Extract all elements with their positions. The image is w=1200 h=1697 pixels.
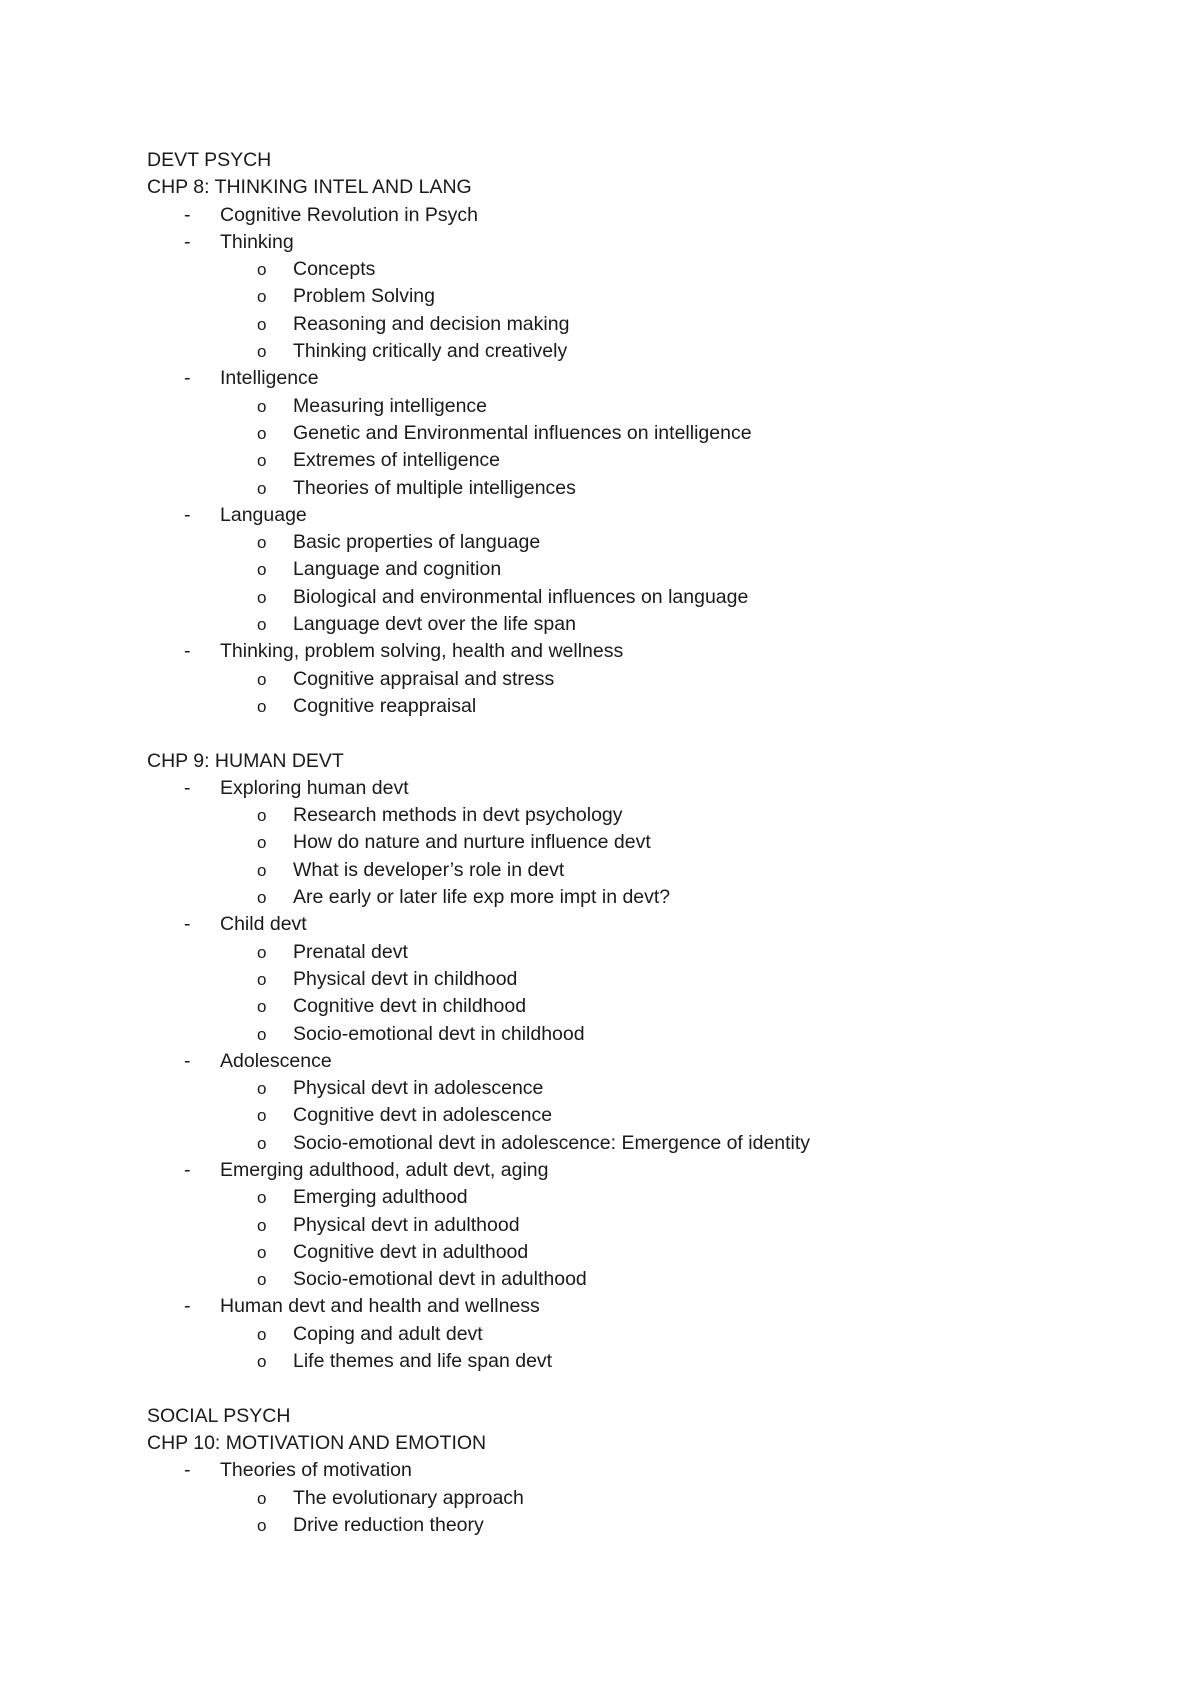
- circle-bullet-icon: o: [257, 942, 267, 962]
- topic-label: Theories of motivation: [220, 1459, 412, 1482]
- dash-bullet-icon: -: [184, 1459, 191, 1482]
- dash-bullet-icon: -: [184, 1295, 191, 1318]
- circle-bullet-icon: o: [257, 1133, 267, 1153]
- subtopic-label: Physical devt in adulthood: [293, 1213, 520, 1236]
- topic-label: Adolescence: [220, 1049, 332, 1072]
- subtopic-item: [147, 611, 1147, 638]
- subtopic-item: [147, 829, 1147, 856]
- circle-bullet-icon: o: [257, 287, 267, 307]
- subtopic-item: [147, 1184, 1147, 1211]
- subtopic-label: Socio-emotional devt in adulthood: [293, 1268, 587, 1291]
- dash-bullet-icon: -: [184, 776, 191, 799]
- circle-bullet-icon: o: [257, 1024, 267, 1044]
- circle-bullet-icon: o: [257, 888, 267, 908]
- subtopic-label: Language devt over the life span: [293, 613, 576, 636]
- subtopic-item: [147, 447, 1147, 474]
- subtopic-item: [147, 884, 1147, 911]
- dash-bullet-icon: -: [184, 503, 191, 526]
- topic-label: Child devt: [220, 913, 307, 936]
- subtopic-label: Measuring intelligence: [293, 394, 488, 417]
- chapter-heading: CHP 10: MOTIVATION AND EMOTION: [147, 1431, 487, 1454]
- subtopic-label: How do nature and nurture influence devt: [293, 831, 651, 854]
- subtopic-label: Theories of multiple intelligences: [293, 476, 576, 499]
- circle-bullet-icon: o: [257, 833, 267, 853]
- topic-item: [147, 1048, 1147, 1075]
- topic-item: [147, 365, 1147, 392]
- subtopic-label: Genetic and Environmental influences on intelligence: [293, 421, 752, 444]
- subtopic-label: Research methods in devt psychology: [293, 804, 623, 827]
- circle-bullet-icon: o: [257, 969, 267, 989]
- subtopic-label: Are early or later life exp more impt in devt?: [293, 886, 671, 909]
- subtopic-label: Cognitive appraisal and stress: [293, 667, 555, 690]
- subtopic-item: [147, 1512, 1147, 1539]
- subtopic-label: Problem Solving: [293, 285, 435, 308]
- dash-bullet-icon: -: [184, 367, 191, 390]
- dash-bullet-icon: -: [184, 1158, 191, 1181]
- subtopic-item: [147, 1212, 1147, 1239]
- topic-item: [147, 1293, 1147, 1320]
- subtopic-item: [147, 420, 1147, 447]
- topic-label: Language: [220, 503, 307, 526]
- subtopic-label: Coping and adult devt: [293, 1322, 483, 1345]
- subtopic-label: Emerging adulthood: [293, 1186, 468, 1209]
- subtopic-item: [147, 802, 1147, 829]
- circle-bullet-icon: o: [257, 423, 267, 443]
- topic-item: [147, 502, 1147, 529]
- circle-bullet-icon: o: [257, 1188, 267, 1208]
- topic-item: [147, 1457, 1147, 1484]
- circle-bullet-icon: o: [257, 451, 267, 471]
- circle-bullet-icon: o: [257, 314, 267, 334]
- circle-bullet-icon: o: [257, 533, 267, 553]
- subtopic-label: What is developer’s role in devt: [293, 858, 565, 881]
- subtopic-item: [147, 966, 1147, 993]
- subtopic-item: [147, 1130, 1147, 1157]
- topic-item: [147, 229, 1147, 256]
- subtopic-label: Cognitive devt in adolescence: [293, 1104, 553, 1127]
- topic-label: Emerging adulthood, adult devt, aging: [220, 1158, 549, 1181]
- section-spacer: [147, 1375, 1147, 1402]
- subtopic-label: Extremes of intelligence: [293, 449, 501, 472]
- subtopic-label: Socio-emotional devt in adolescence: Emergence of identity: [293, 1131, 811, 1154]
- subtopic-item: [147, 584, 1147, 611]
- circle-bullet-icon: o: [257, 1352, 267, 1372]
- topic-item: [147, 911, 1147, 938]
- circle-bullet-icon: o: [257, 615, 267, 635]
- document-page: [147, 147, 1147, 1539]
- subtopic-item: [147, 529, 1147, 556]
- subtopic-item: [147, 556, 1147, 583]
- outline-section: [147, 147, 1147, 720]
- unit-heading: DEVT PSYCH: [147, 149, 272, 171]
- subtopic-item: [147, 693, 1147, 720]
- dash-bullet-icon: -: [184, 1049, 191, 1072]
- subtopic-item: [147, 1266, 1147, 1293]
- circle-bullet-icon: o: [257, 1270, 267, 1290]
- unit-heading: SOCIAL PSYCH: [147, 1404, 291, 1427]
- chapter-heading: CHP 9: HUMAN DEVT: [147, 749, 344, 772]
- circle-bullet-icon: o: [257, 396, 267, 416]
- circle-bullet-icon: o: [257, 1079, 267, 1099]
- circle-bullet-icon: o: [257, 1215, 267, 1235]
- circle-bullet-icon: o: [257, 997, 267, 1017]
- topic-label: Thinking, problem solving, health and wellness: [220, 640, 624, 663]
- subtopic-label: Concepts: [293, 258, 376, 281]
- topic-label: Thinking: [220, 230, 294, 253]
- chapter-heading: CHP 8: THINKING INTEL AND LANG: [147, 176, 472, 199]
- circle-bullet-icon: o: [257, 806, 267, 826]
- subtopic-label: Language and cognition: [293, 558, 502, 581]
- subtopic-label: Basic properties of language: [293, 531, 541, 554]
- subtopic-item: [147, 1348, 1147, 1375]
- subtopic-label: Reasoning and decision making: [293, 312, 570, 335]
- circle-bullet-icon: o: [257, 1242, 267, 1262]
- circle-bullet-icon: o: [257, 342, 267, 362]
- subtopic-item: [147, 993, 1147, 1020]
- dash-bullet-icon: -: [184, 230, 191, 253]
- topic-item: [147, 1157, 1147, 1184]
- subtopic-item: [147, 256, 1147, 283]
- subtopic-label: Life themes and life span devt: [293, 1350, 553, 1373]
- subtopic-item: [147, 475, 1147, 502]
- topic-label: Cognitive Revolution in Psych: [220, 203, 478, 226]
- subtopic-item: [147, 1321, 1147, 1348]
- topic-item: [147, 202, 1147, 229]
- subtopic-item: [147, 1021, 1147, 1048]
- circle-bullet-icon: o: [257, 860, 267, 880]
- circle-bullet-icon: o: [257, 1488, 267, 1508]
- circle-bullet-icon: o: [257, 696, 267, 716]
- subtopic-label: Socio-emotional devt in childhood: [293, 1022, 585, 1045]
- topic-label: Exploring human devt: [220, 776, 409, 799]
- outline-section: [147, 1403, 1147, 1539]
- subtopic-item: [147, 666, 1147, 693]
- subtopic-label: Physical devt in childhood: [293, 967, 518, 990]
- subtopic-label: Physical devt in adolescence: [293, 1077, 544, 1100]
- circle-bullet-icon: o: [257, 1324, 267, 1344]
- dash-bullet-icon: -: [184, 203, 191, 226]
- circle-bullet-icon: o: [257, 587, 267, 607]
- dash-bullet-icon: -: [184, 640, 191, 663]
- circle-bullet-icon: o: [257, 1106, 267, 1126]
- subtopic-item: [147, 338, 1147, 365]
- subtopic-label: Thinking critically and creatively: [293, 340, 568, 363]
- circle-bullet-icon: o: [257, 478, 267, 498]
- subtopic-label: Cognitive reappraisal: [293, 694, 477, 717]
- outline-section: [147, 748, 1147, 1376]
- circle-bullet-icon: o: [257, 560, 267, 580]
- subtopic-item: [147, 1239, 1147, 1266]
- subtopic-item: [147, 311, 1147, 338]
- subtopic-label: The evolutionary approach: [293, 1486, 524, 1509]
- topic-item: [147, 775, 1147, 802]
- circle-bullet-icon: o: [257, 669, 267, 689]
- subtopic-label: Drive reduction theory: [293, 1513, 484, 1536]
- subtopic-item: [147, 393, 1147, 420]
- section-spacer: [147, 720, 1147, 747]
- subtopic-item: [147, 857, 1147, 884]
- topic-item: [147, 638, 1147, 665]
- subtopic-label: Biological and environmental influences on language: [293, 585, 749, 608]
- subtopic-label: Cognitive devt in childhood: [293, 995, 527, 1018]
- subtopic-item: [147, 1075, 1147, 1102]
- subtopic-label: Prenatal devt: [293, 940, 408, 963]
- topic-label: Intelligence: [220, 367, 319, 390]
- subtopic-item: [147, 939, 1147, 966]
- dash-bullet-icon: -: [184, 913, 191, 936]
- subtopic-item: [147, 283, 1147, 310]
- topic-label: Human devt and health and wellness: [220, 1295, 540, 1318]
- subtopic-item: [147, 1485, 1147, 1512]
- circle-bullet-icon: o: [257, 1515, 267, 1535]
- circle-bullet-icon: o: [257, 260, 267, 280]
- subtopic-label: Cognitive devt in adulthood: [293, 1240, 529, 1263]
- subtopic-item: [147, 1102, 1147, 1129]
